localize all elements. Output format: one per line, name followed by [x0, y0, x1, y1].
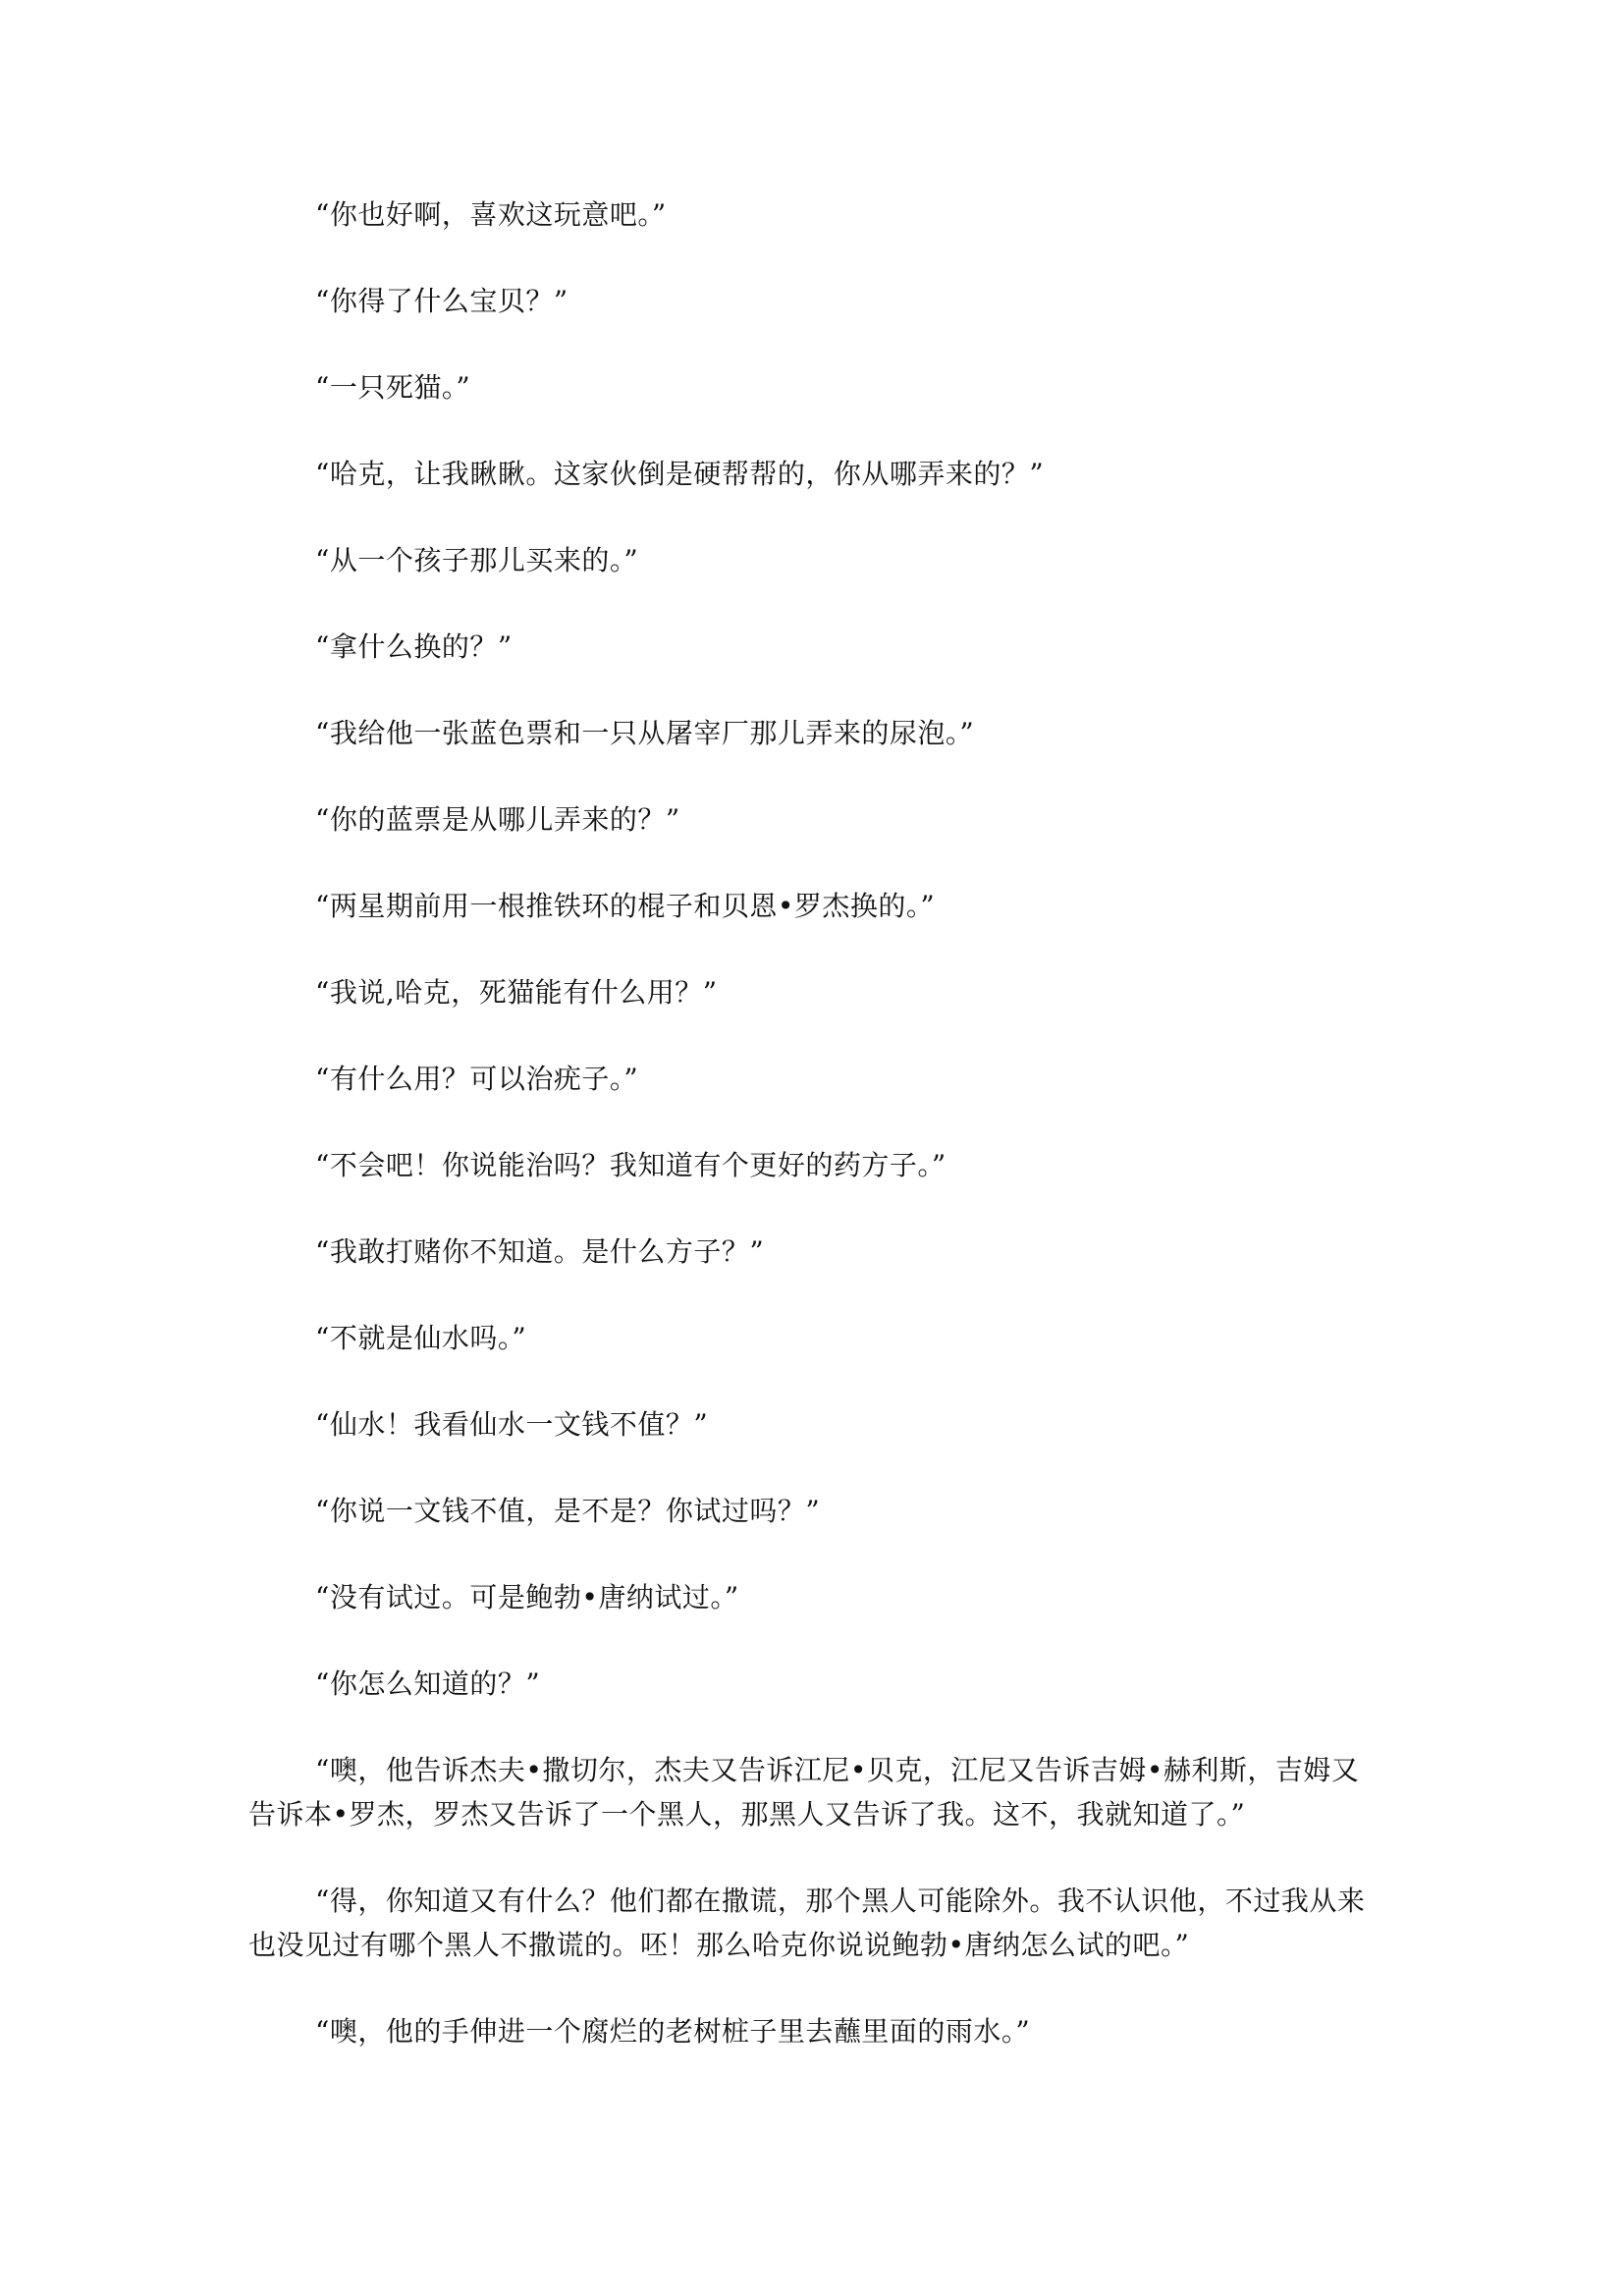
paragraph-5: “从一个孩子那儿买来的。”	[315, 544, 639, 576]
paragraph-14: “不就是仙水吗。”	[315, 1322, 527, 1354]
paragraph-7: “我给他一张蓝色票和一只从屠宰厂那儿弄来的尿泡。”	[315, 717, 975, 749]
paragraph-10: “我说,哈克，死猫能有什么用？”	[315, 976, 718, 1009]
paragraph-9: “两星期前用一根推铁环的棍子和贝恩•罗杰换的。”	[315, 890, 936, 922]
document-body	[248, 192, 1382, 2096]
paragraph-17: “没有试过。可是鲍勃•唐纳试过。”	[315, 1581, 739, 1613]
paragraph-4: “哈克，让我瞅瞅。这家伙倒是硬帮帮的，你从哪弄来的？”	[315, 458, 1045, 490]
paragraph-3: “一只死猫。”	[315, 371, 471, 404]
paragraph-8: “你的蓝票是从哪儿弄来的？”	[315, 803, 680, 836]
paragraph-18: “你怎么知道的？”	[315, 1667, 541, 1700]
paragraph-13: “我敢打赌你不知道。是什么方子？”	[315, 1235, 765, 1268]
paragraph-6: “拿什么换的？”	[315, 630, 513, 663]
paragraph-21: “噢，他的手伸进一个腐烂的老树桩子里去蘸里面的雨水。”	[315, 2015, 1031, 2048]
paragraph-2: “你得了什么宝贝？”	[315, 285, 568, 317]
paragraph-11: “有什么用？可以治疣子。”	[315, 1063, 639, 1095]
paragraph-19: “噢，他告诉杰夫•撒切尔，杰夫又告诉江尼•贝克，江尼又告诉吉姆•赫利斯，吉姆又告诉本•罗杰，罗杰又告诉了一个黑人，那黑人又告诉了我。这不，我就知道了。”	[248, 1754, 1360, 1831]
paragraph-16: “你说一文钱不值，是不是？你试过吗？”	[315, 1495, 821, 1527]
paragraph-15: “仙水！我看仙水一文钱不值？”	[315, 1408, 709, 1441]
paragraph-1: “你也好啊，喜欢这玩意吧。”	[315, 198, 667, 231]
paragraph-20: “得，你知道又有什么？他们都在撒谎，那个黑人可能除外。我不认识他，不过我从来也没见过有哪个黑人不撒谎的。呸！那么哈克你说说鲍勃•唐纳怎么试的吧。”	[248, 1885, 1366, 1961]
paragraph-12: “不会吧！你说能治吗？我知道有个更好的药方子。”	[315, 1149, 947, 1181]
